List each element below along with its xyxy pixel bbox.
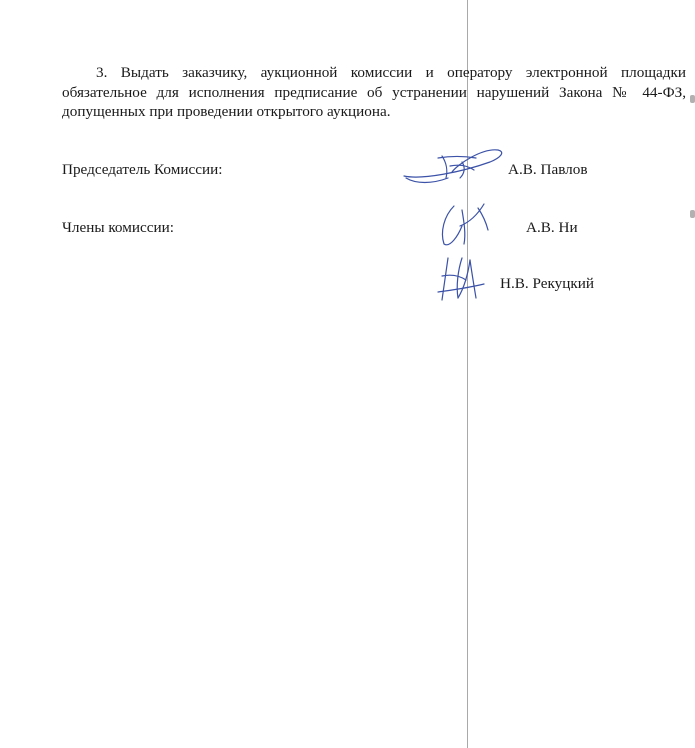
member-1-name: А.В. Ни bbox=[526, 219, 578, 236]
member-2-name: Н.В. Рекуцкий bbox=[500, 275, 594, 292]
chairman-label: Председатель Комиссии: bbox=[62, 161, 223, 178]
chairman-name: А.В. Павлов bbox=[508, 161, 588, 178]
scan-edge-mark-top bbox=[690, 95, 695, 103]
chairman-signature bbox=[402, 142, 512, 186]
scan-edge-mark-bottom bbox=[690, 210, 695, 218]
member-2-signature bbox=[436, 252, 496, 304]
paragraph-3: 3. Выдать заказчику, аукционной комиссии и оператору электронной площадки обязательное для исполнения предписание об устранении нарушений Закона № 44-ФЗ, допущенных при проведении открытого аукциона. bbox=[62, 64, 686, 120]
member-1-signature bbox=[434, 200, 494, 250]
members-label: Члены комиссии: bbox=[62, 219, 174, 236]
